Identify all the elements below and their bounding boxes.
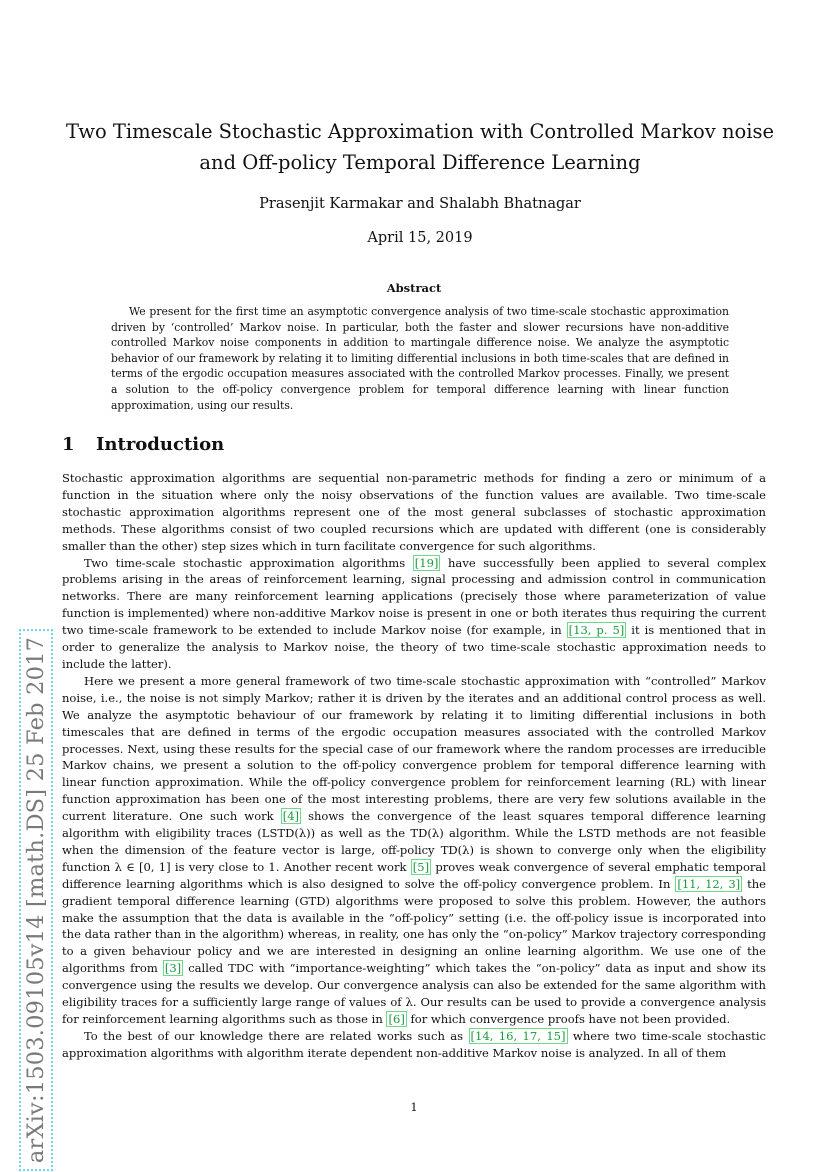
paragraph-3-text: for which convergence proofs have not been provided. bbox=[406, 1012, 731, 1026]
paper-date: April 15, 2019 bbox=[367, 230, 473, 246]
page-number: 1 bbox=[410, 1100, 418, 1114]
citation-link[interactable]: [4] bbox=[282, 809, 300, 824]
paragraph-3-text: proves weak convergence of several emphatic temporal difference learning algorithms which is also designed to solve the off-policy convergence problem. In bbox=[62, 859, 766, 891]
paragraph-3-text: Here we present a more general framework of two time-scale stochastic approximation with “controlled” Markov noise, i.e., the noise is not simply Markov; rather it is driven by the iterates and an additional control process as well. We analyze the asymptotic behaviour of our framework by relating it to limiting differential inclusions in both timescales that are defined in terms of the ergodic occupation measures associated with the controlled Markov processes. Next, using these results for the special case of our framework where the random processes are irreducible Markov chains, we present a solution to the off-policy convergence problem for temporal difference learning with linear function approximation. While the off-policy convergence problem for reinforcement learning (RL) with linear function approximation has been one of the most interesting problems, there are very few solutions available in the current literature. One such work bbox=[62, 673, 766, 824]
citation-link[interactable]: [13, p. 5] bbox=[568, 623, 625, 638]
title-line-1: Two Timescale Stochastic Approximation with Controlled Markov noise bbox=[65, 120, 775, 143]
introduction-body bbox=[62, 470, 766, 1062]
title-line-2: and Off-policy Temporal Difference Learning bbox=[199, 151, 641, 174]
paper-title bbox=[60, 116, 780, 178]
paragraph-4-text: where two time-scale stochastic approximation algorithms with algorithm iterate dependent non-additive Markov noise is analyzed. In all of them bbox=[62, 1028, 766, 1060]
arxiv-sidebar bbox=[0, 310, 60, 1164]
paragraph-1: Stochastic approximation algorithms are sequential non-parametric methods for finding a zero or minimum of a function in the situation where only the noisy observations of the function values are available. Two time-scale stochastic approximation algorithms represent one of the most general subclasses of stochastic approximation methods. These algorithms consist of two coupled recursions which are updated with different (one is considerably smaller than the other) step sizes which in turn facilitate convergence for such algorithms. bbox=[62, 471, 766, 553]
citation-link[interactable]: [19] bbox=[414, 555, 439, 570]
arxiv-identifier[interactable]: arXiv:1503.09105v14 [math.DS] 25 Feb 2017 bbox=[19, 629, 53, 1171]
citation-link[interactable]: [6] bbox=[388, 1012, 405, 1026]
paragraph-4 bbox=[62, 1028, 766, 1062]
paragraph-3-text: called TDC with “importance-weighting” which takes the “on-policy” data as input and show its convergence using the results we develop. Our convergence analysis can also be extended for the same algorithm with eligibility traces for a sufficiently large range of values of λ. Our results can be used to provide a convergence analysis for reinforcement learning algorithms such as those in bbox=[62, 961, 766, 1026]
paragraph-2-text: have successfully been applied to several complex problems arising in the areas of reinforcement learning, signal processing and admission control in communication networks. There are many reinforcement learning applications (precisely those where parameterization of value function is implemented) where non-additive Markov noise is present in one or both iterates thus requiring the current two time-scale framework to be extended to include Markov noise (for example, in bbox=[62, 555, 766, 638]
paragraph-3-text: shows the convergence of the least squares temporal difference learning algorithm with eligibility traces (LSTD(λ)) as well as the TD(λ) algorithm. While the LSTD methods are not feasible when the dimension of the feature vector is large, off-policy TD(λ) is shown to converge only when the eligibility function λ ∈ [0, 1] is very close to 1. Another recent work bbox=[62, 809, 766, 874]
section-heading bbox=[62, 434, 224, 455]
citation-link[interactable]: [3] bbox=[164, 961, 182, 976]
citation-link[interactable]: [14, 16, 17, 15] bbox=[470, 1028, 566, 1043]
paragraph-2-text: it is mentioned that in order to generalize the analysis to Markov noise, the theory of two time-scale stochastic approximation needs to include the latter). bbox=[62, 623, 766, 671]
abstract-heading: Abstract bbox=[386, 281, 442, 295]
paragraph-2-text: Two time-scale stochastic approximation algorithms bbox=[84, 555, 413, 570]
citation-link[interactable]: [11, 12, 3] bbox=[677, 876, 741, 891]
paragraph-4-text: To the best of our knowledge there are related works such as bbox=[84, 1028, 469, 1043]
section-number: 1 bbox=[62, 434, 75, 455]
paragraph-2 bbox=[62, 555, 766, 673]
citation-link[interactable]: [5] bbox=[412, 859, 430, 874]
section-title: Introduction bbox=[96, 434, 225, 455]
abstract-body: We present for the first time an asymptotic convergence analysis of two time-scale stochastic approximation driven by ‘controlled’ Markov noise. In particular, both the faster and slower recursions have non-additive controlled Markov noise components in addition to martingale difference noise. We analyze the asymptotic behavior of our framework by relating it to limiting differential inclusions in both time-scales that are defined in terms of the ergodic occupation measures associated with the controlled Markov processes. Finally, we present a solution to the off-policy convergence problem for temporal difference learning with linear function approximation, using our results. bbox=[111, 305, 729, 412]
paper-authors: Prasenjit Karmakar and Shalabh Bhatnagar bbox=[259, 196, 581, 212]
paragraph-3 bbox=[62, 673, 766, 1028]
paragraph-3-text: the gradient temporal difference learning (GTD) algorithms were proposed to solve this problem. However, the authors make the assumption that the data is available in the “off-policy” setting (i.e. the off-policy issue is incorporated into the data rather than in the algorithm) whereas, in reality, one has only the “on-policy” Markov trajectory corresponding to a given behaviour policy and we are interested in designing an online learning algorithm. We use one of the algorithms from bbox=[62, 876, 766, 976]
